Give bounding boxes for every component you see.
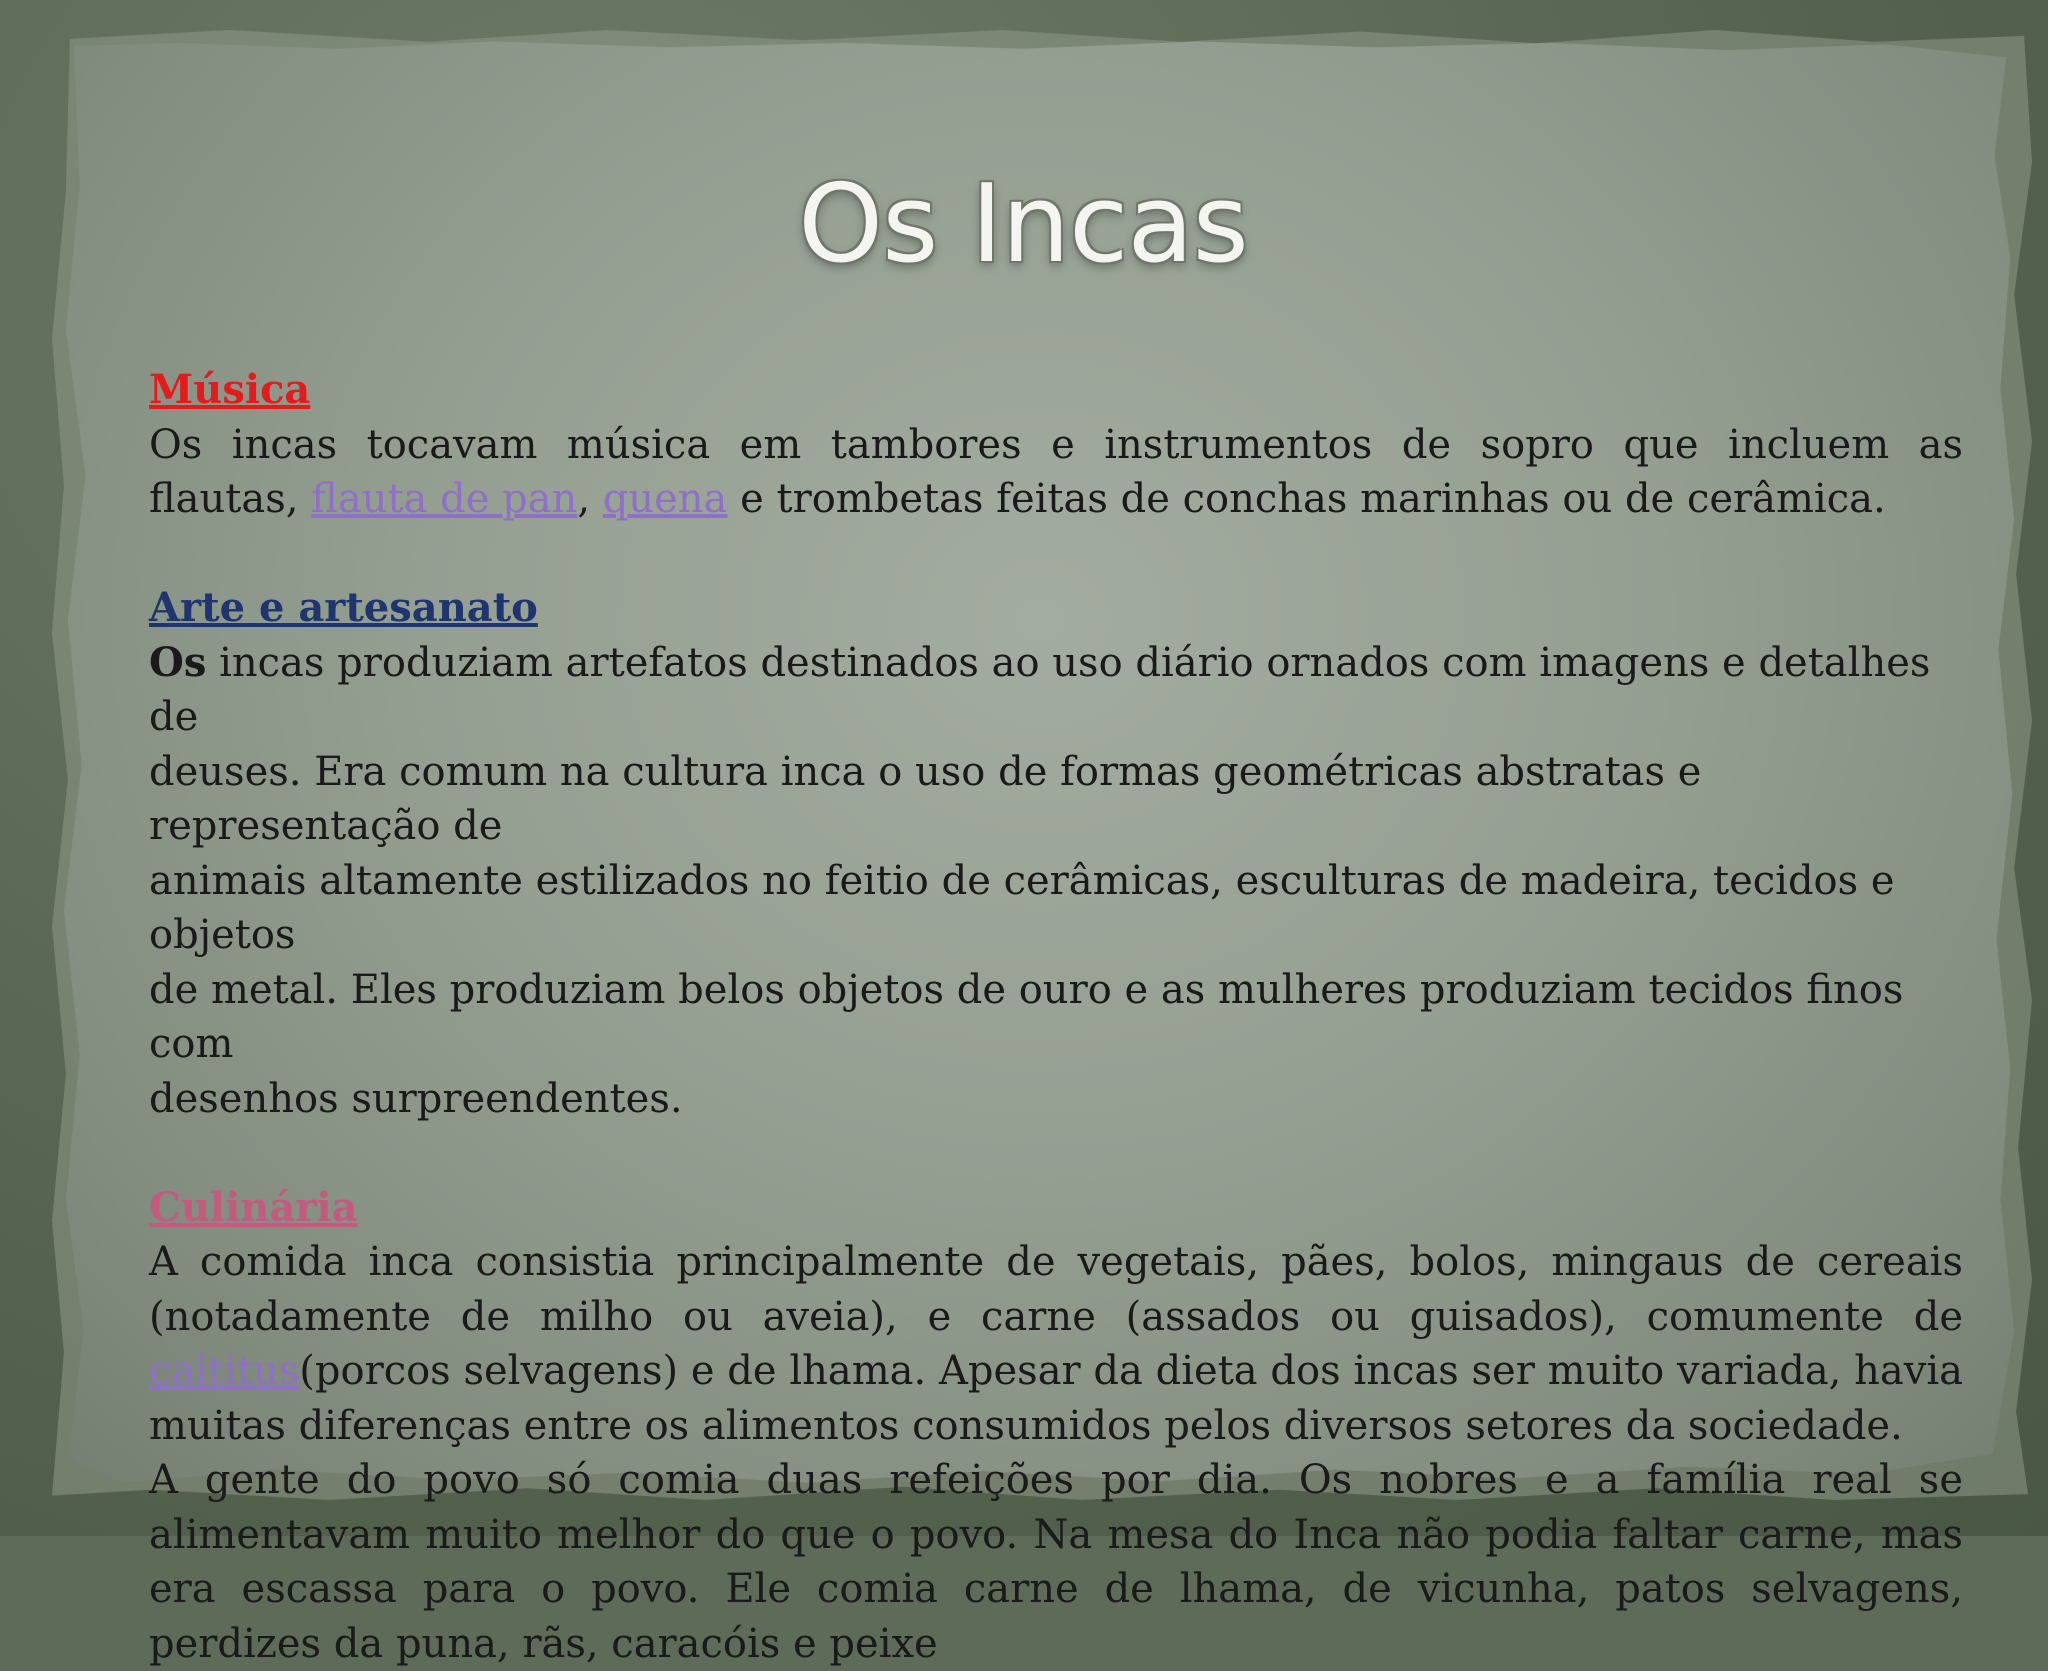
slide-body <box>149 363 1963 1671</box>
culinaria-paragraph-2: A gente do povo só comia duas refeições por dia. Os nobres e a família real se alimentavam muito melhor do que o povo. Na mesa do Inca não podia faltar carne, mas era escassa para o povo. Ele comia carne de lhama, de vicunha, patos selvagens, perdizes da puna, rãs, caracóis e peixe <box>149 1457 1963 1667</box>
arte-line-3: animais altamente estilizados no feitio de cerâmicas, esculturas de madeira, tecidos e objetos <box>149 857 1895 958</box>
slide-title-text: Os Incas <box>798 162 1248 287</box>
heading-musica: Música <box>149 366 311 413</box>
arte-line-4: de metal. Eles produziam belos objetos de ouro e as mulheres produziam tecidos finos com <box>149 966 1904 1067</box>
link-flauta-de-pan[interactable]: flauta de pan <box>311 476 578 522</box>
slide-title <box>0 160 2048 290</box>
heading-arte-e-artesanato: Arte e artesanato <box>149 584 538 631</box>
arte-line-1-rest: incas produziam artefatos destinados ao uso diário ornados com imagens e detalhes de <box>149 639 1931 740</box>
link-caititus[interactable]: caititus <box>149 1348 300 1394</box>
spacer <box>149 527 1963 582</box>
section-culinaria <box>149 1181 1963 1236</box>
arte-bold-start: Os <box>149 638 207 686</box>
link-quena[interactable]: quena <box>602 476 728 522</box>
arte-line-2: deuses. Era comum na cultura inca o uso de formas geométricas abstratas e representação de <box>149 748 1702 849</box>
arte-line-1 <box>149 636 1963 745</box>
section-musica <box>149 363 1963 418</box>
musica-line-2 <box>149 472 1963 527</box>
section-arte <box>149 581 1963 636</box>
heading-culinaria: Culinária <box>149 1183 358 1231</box>
musica-line-2-end: e trombetas feitas de conchas marinhas ou de cerâmica. <box>727 476 1886 522</box>
musica-line-1: Os incas tocavam música em tambores e instrumentos de sopro que incluem as <box>149 421 1963 468</box>
culinaria-p1-part2: (porcos selvagens) e de lhama. Apesar da dieta dos incas ser muito variada, havia muitas diferenças entre os alimentos consumidos pelos diversos setores da sociedade. <box>149 1348 1963 1449</box>
culinaria-paragraph-1 <box>149 1235 1963 1453</box>
musica-line-2-sep: , <box>577 476 603 522</box>
culinaria-p1-part1: A comida inca consistia principalmente de vegetais, pães, bolos, mingaus de cereais (notadamente de milho ou aveia), e carne (assados ou guisados), comumente de <box>149 1239 1963 1340</box>
musica-line-2-start: flautas, <box>149 476 312 522</box>
spacer <box>149 1126 1963 1181</box>
arte-line-5: desenhos surpreendentes. <box>149 1075 683 1122</box>
